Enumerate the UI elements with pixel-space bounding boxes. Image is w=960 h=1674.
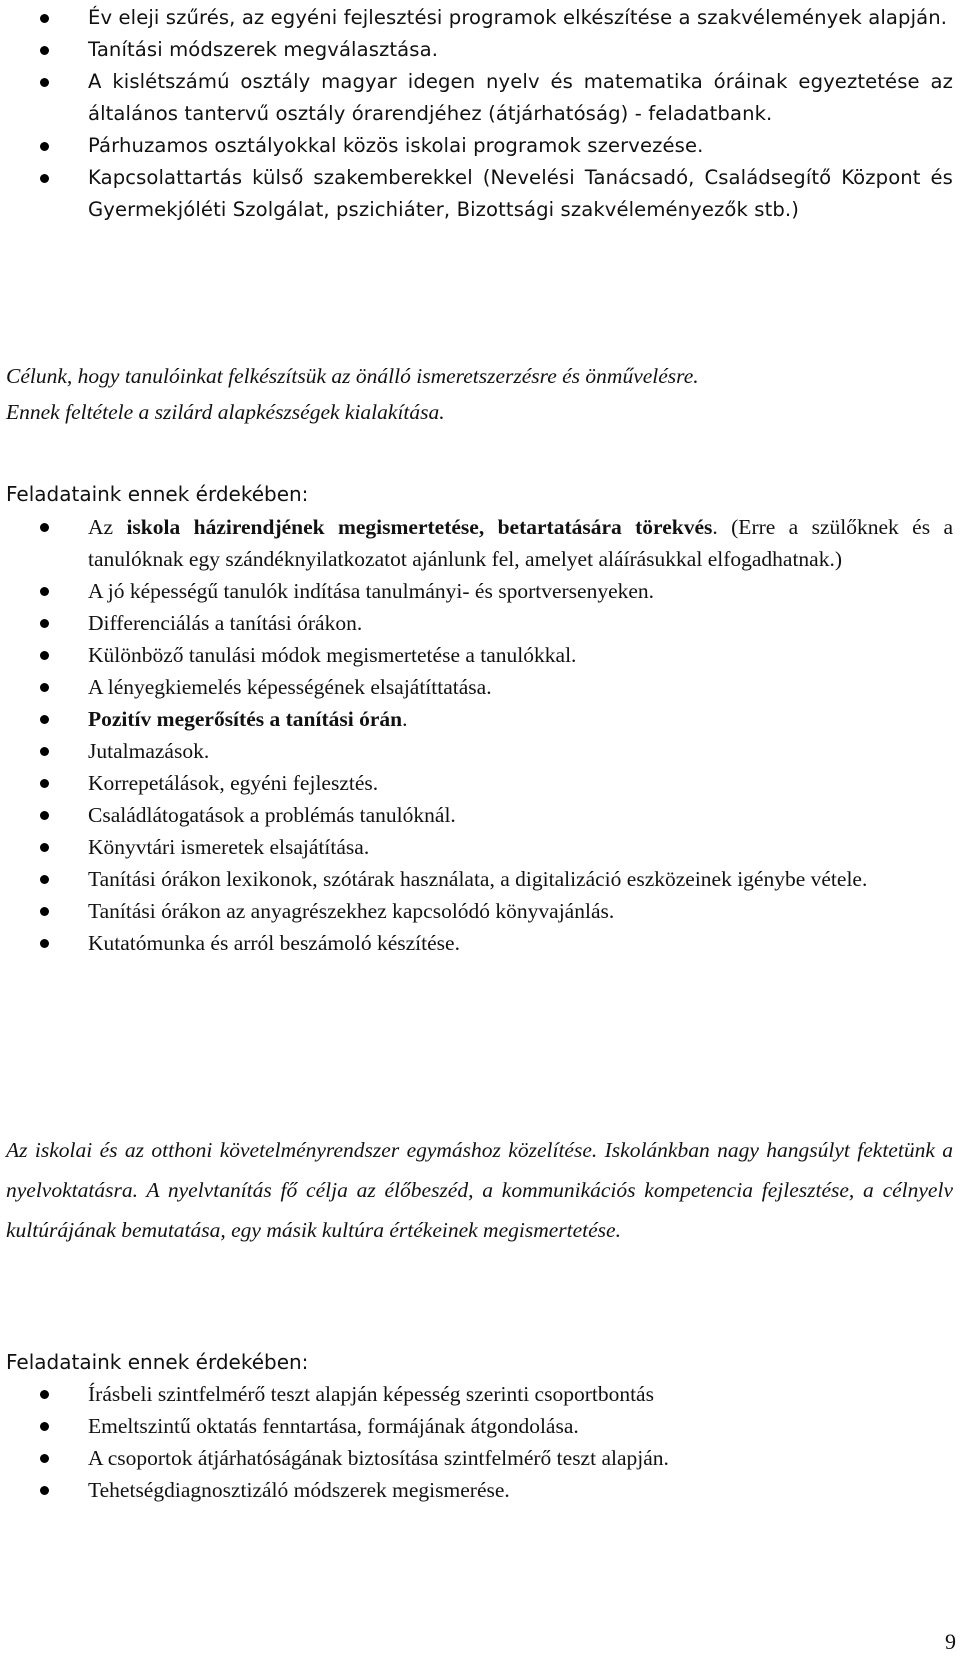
- list-item: Családlátogatások a problémás tanulóknál.: [0, 799, 960, 831]
- section-heading-1: Feladataink ennek érdekében:: [6, 482, 309, 506]
- list-item: Tanítási órákon az anyagrészekhez kapcsolódó könyvajánlás.: [0, 895, 960, 927]
- list-item: Tanítási órákon lexikonok, szótárak használata, a digitalizáció eszközeinek igénybe vétele.: [0, 863, 960, 895]
- section-heading-2: Feladataink ennek érdekében:: [6, 1350, 309, 1374]
- list-item: Írásbeli szintfelmérő teszt alapján képesség szerinti csoportbontás: [0, 1378, 960, 1410]
- list-item: Párhuzamos osztályokkal közös iskolai programok szervezése.: [0, 130, 960, 162]
- bullet-list-2: [0, 511, 960, 959]
- list-item: Tehetségdiagnosztizáló módszerek megismerése.: [0, 1474, 960, 1506]
- list-item: Differenciálás a tanítási órákon.: [0, 607, 960, 639]
- list-item: Könyvtári ismeretek elsajátítása.: [0, 831, 960, 863]
- list-item: Különböző tanulási módok megismertetése a tanulókkal.: [0, 639, 960, 671]
- list-item: Tanítási módszerek megválasztása.: [0, 34, 960, 66]
- bullet-list-3: [0, 1378, 960, 1506]
- goal-paragraph-2: Az iskolai és az otthoni követelményrendszer egymáshoz közelítése. Iskolánkban nagy hangsúlyt fektetünk a nyelvoktatásra. A nyelvtanítás fő célja az élőbeszéd, a kommunikációs kompetencia fejlesztése, a célnyelv kultúrájának bemutatása, egy másik kultúra értékeinek megismertetése.: [6, 1138, 953, 1242]
- list-item: A kislétszámú osztály magyar idegen nyelv és matematika óráinak egyeztetése az általános tantervű osztály órarendjéhez (átjárhatóság) - feladatbank.: [0, 66, 960, 130]
- list-item: Pozitív megerősítés a tanítási órán.: [0, 703, 960, 735]
- list-item: Jutalmazások.: [0, 735, 960, 767]
- list-item: Év eleji szűrés, az egyéni fejlesztési programok elkészítése a szakvélemények alapján.: [0, 2, 960, 34]
- list-item: Kutatómunka és arról beszámoló készítése.: [0, 927, 960, 959]
- bullet-list-1: [0, 2, 960, 226]
- list-item: Emeltszintű oktatás fenntartása, formájának átgondolása.: [0, 1410, 960, 1442]
- list-item: Kapcsolattartás külső szakemberekkel (Nevelési Tanácsadó, Családsegítő Központ és Gyermekjóléti Szolgálat, pszichiáter, Bizottsági szakvéleményezők stb.): [0, 162, 960, 226]
- goal-line-1: Célunk, hogy tanulóinkat felkészítsük az önálló ismeretszerzésre és önművelésre.: [6, 364, 699, 388]
- list-item: A jó képességű tanulók indítása tanulmányi- és sportversenyeken.: [0, 575, 960, 607]
- list-item: A lényegkiemelés képességének elsajátíttatása.: [0, 671, 960, 703]
- goal-line-2: Ennek feltétele a szilárd alapkészségek kialakítása.: [6, 400, 445, 424]
- page-number: 9: [945, 1629, 956, 1654]
- list-item: A csoportok átjárhatóságának biztosítása szintfelmérő teszt alapján.: [0, 1442, 960, 1474]
- list-item: Korrepetálások, egyéni fejlesztés.: [0, 767, 960, 799]
- list-item: Az iskola házirendjének megismertetése, betartatására törekvés. (Erre a szülőknek és a tanulóknak egy szándéknyilatkozatot ajánlunk fel, amelyet aláírásukkal elfogadhatnak.): [0, 511, 960, 575]
- goal-paragraph-1: [0, 358, 960, 430]
